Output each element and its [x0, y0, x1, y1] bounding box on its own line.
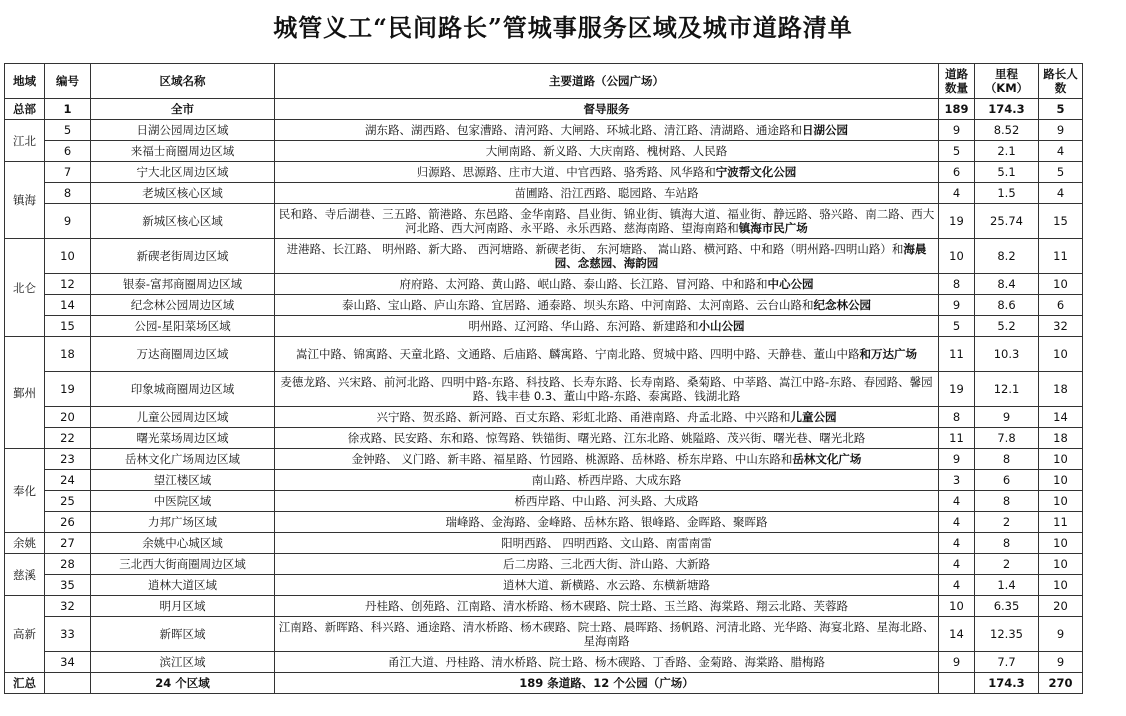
cell-area: 公园-星阳菜场区域 — [91, 316, 275, 337]
cell-area: 三北西大街商圈周边区域 — [91, 554, 275, 575]
cell-area: 明月区域 — [91, 596, 275, 617]
header-road-count: 道路数量 — [939, 64, 975, 99]
cell-leaders: 20 — [1039, 596, 1083, 617]
cell-mileage: 8.52 — [975, 120, 1039, 141]
cell-road-count: 10 — [939, 239, 975, 274]
table-row — [5, 673, 1083, 694]
cell-number: 9 — [45, 204, 91, 239]
roads-text: 湖东路、湖西路、包家漕路、清河路、大闸路、环城北路、清江路、清湖路、通途路和 — [365, 123, 802, 137]
cell-number: 24 — [45, 470, 91, 491]
cell-leaders: 4 — [1039, 141, 1083, 162]
cell-number: 18 — [45, 337, 91, 372]
roads-text: 明州路、辽河路、华山路、东河路、新建路和 — [468, 319, 699, 333]
cell-roads — [275, 204, 939, 239]
cell-leaders: 10 — [1039, 470, 1083, 491]
cell-area: 纪念林公园周边区域 — [91, 295, 275, 316]
cell-mileage: 25.74 — [975, 204, 1039, 239]
cell-district: 高新 — [5, 596, 45, 673]
cell-roads — [275, 470, 939, 491]
cell-district: 北仑 — [5, 239, 45, 337]
cell-area: 中医院区域 — [91, 491, 275, 512]
cell-roads — [275, 372, 939, 407]
cell-leaders: 4 — [1039, 183, 1083, 204]
cell-roads — [275, 652, 939, 673]
cell-road-count: 4 — [939, 183, 975, 204]
cell-roads — [275, 99, 939, 120]
cell-mileage: 174.3 — [975, 99, 1039, 120]
table-row — [5, 575, 1083, 596]
cell-leaders: 10 — [1039, 554, 1083, 575]
cell-district: 总部 — [5, 99, 45, 120]
cell-roads — [275, 491, 939, 512]
cell-road-count: 3 — [939, 470, 975, 491]
header-area: 区域名称 — [91, 64, 275, 99]
cell-area: 全市 — [91, 99, 275, 120]
cell-number: 20 — [45, 407, 91, 428]
cell-leaders: 32 — [1039, 316, 1083, 337]
cell-road-count: 6 — [939, 162, 975, 183]
cell-area: 新碶老街周边区域 — [91, 239, 275, 274]
cell-road-count: 4 — [939, 575, 975, 596]
roads-text: 桥西岸路、中山路、河头路、大成路 — [514, 494, 699, 508]
cell-area: 24 个区域 — [91, 673, 275, 694]
park-name: 日湖公园 — [802, 123, 848, 137]
cell-number: 19 — [45, 372, 91, 407]
table-header-row — [5, 64, 1083, 99]
cell-area: 曙光菜场周边区域 — [91, 428, 275, 449]
header-roads: 主要道路（公园广场） — [275, 64, 939, 99]
cell-mileage: 2 — [975, 512, 1039, 533]
roads-text: 大闸南路、新义路、大庆南路、槐树路、人民路 — [485, 144, 728, 158]
cell-leaders: 10 — [1039, 491, 1083, 512]
cell-roads — [275, 673, 939, 694]
cell-area: 新晖区域 — [91, 617, 275, 652]
cell-roads — [275, 120, 939, 141]
roads-text: 瑞峰路、金海路、金峰路、岳林东路、银峰路、金晖路、聚晖路 — [445, 515, 768, 529]
table-row — [5, 470, 1083, 491]
cell-area: 岳林文化广场周边区域 — [91, 449, 275, 470]
cell-roads — [275, 533, 939, 554]
cell-road-count: 9 — [939, 652, 975, 673]
header-district: 地域 — [5, 64, 45, 99]
road-list-table — [4, 63, 1083, 694]
cell-mileage: 12.1 — [975, 372, 1039, 407]
cell-district: 奉化 — [5, 449, 45, 533]
table-row — [5, 372, 1083, 407]
cell-roads — [275, 407, 939, 428]
cell-number: 8 — [45, 183, 91, 204]
table-row — [5, 407, 1083, 428]
cell-number: 23 — [45, 449, 91, 470]
cell-area: 老城区核心区域 — [91, 183, 275, 204]
cell-leaders: 15 — [1039, 204, 1083, 239]
cell-leaders: 5 — [1039, 162, 1083, 183]
park-name: 宁波帮文化公园 — [715, 165, 797, 179]
park-name: 纪念林公园 — [813, 298, 871, 312]
cell-roads — [275, 239, 939, 274]
cell-number: 12 — [45, 274, 91, 295]
cell-mileage: 6.35 — [975, 596, 1039, 617]
cell-road-count: 14 — [939, 617, 975, 652]
table-row — [5, 428, 1083, 449]
cell-road-count: 8 — [939, 407, 975, 428]
cell-leaders: 10 — [1039, 449, 1083, 470]
cell-area: 日湖公园周边区域 — [91, 120, 275, 141]
table-row — [5, 162, 1083, 183]
park-name: 岳林文化广场 — [792, 452, 862, 466]
cell-area: 滨江区域 — [91, 652, 275, 673]
cell-area: 万达商圈周边区域 — [91, 337, 275, 372]
cell-roads — [275, 162, 939, 183]
table-row — [5, 274, 1083, 295]
cell-area: 来福士商圈周边区域 — [91, 141, 275, 162]
roads-text: 徐戎路、民安路、东和路、惊驾路、铁锚街、曙光路、江东北路、姚隘路、茂兴街、曙光巷、曙光北路 — [347, 431, 866, 445]
cell-mileage: 7.8 — [975, 428, 1039, 449]
cell-road-count: 8 — [939, 274, 975, 295]
cell-road-count: 4 — [939, 554, 975, 575]
roads-text: 归源路、思源路、庄市大道、中官西路、骆秀路、风华路和 — [416, 165, 716, 179]
cell-road-count: 19 — [939, 372, 975, 407]
cell-roads — [275, 295, 939, 316]
table-row — [5, 141, 1083, 162]
park-name: 小山公园 — [698, 319, 745, 333]
table-row — [5, 120, 1083, 141]
cell-area: 印象城商圈周边区域 — [91, 372, 275, 407]
roads-text: 阳明西路、 四明西路、文山路、南雷南雷 — [501, 536, 712, 550]
cell-mileage: 6 — [975, 470, 1039, 491]
cell-leaders: 5 — [1039, 99, 1083, 120]
roads-text: 甬江大道、丹桂路、清水桥路、院士路、杨木碶路、丁香路、金菊路、海棠路、腊梅路 — [388, 655, 825, 669]
cell-roads — [275, 337, 939, 372]
cell-area: 望江楼区域 — [91, 470, 275, 491]
cell-number: 14 — [45, 295, 91, 316]
roads-text: 逍林大道、新横路、水云路、东横新塘路 — [503, 578, 710, 592]
cell-mileage: 1.4 — [975, 575, 1039, 596]
cell-number: 22 — [45, 428, 91, 449]
cell-leaders: 11 — [1039, 512, 1083, 533]
cell-road-count: 11 — [939, 337, 975, 372]
park-name: 镇海市民广场 — [738, 221, 808, 235]
cell-leaders: 14 — [1039, 407, 1083, 428]
cell-number: 7 — [45, 162, 91, 183]
cell-number: 26 — [45, 512, 91, 533]
cell-area: 新城区核心区域 — [91, 204, 275, 239]
cell-roads — [275, 141, 939, 162]
cell-number: 25 — [45, 491, 91, 512]
cell-district: 汇总 — [5, 673, 45, 694]
cell-road-count: 5 — [939, 316, 975, 337]
cell-road-count: 10 — [939, 596, 975, 617]
cell-area: 力邦广场区域 — [91, 512, 275, 533]
cell-road-count: 4 — [939, 491, 975, 512]
cell-road-count: 19 — [939, 204, 975, 239]
cell-number: 15 — [45, 316, 91, 337]
table-row — [5, 183, 1083, 204]
cell-road-count: 4 — [939, 512, 975, 533]
cell-leaders: 11 — [1039, 239, 1083, 274]
table-row — [5, 596, 1083, 617]
roads-text: 金钟路、 义门路、新丰路、福星路、竹园路、桃源路、岳林路、桥东岸路、中山东路和 — [351, 452, 793, 466]
header-number: 编号 — [45, 64, 91, 99]
cell-road-count: 189 — [939, 99, 975, 120]
roads-text: 进港路、长江路、 明州路、新大路、 西河塘路、新碶老街、 东河塘路、 嵩山路、横河路、中和路（明州路-四明山路）和 — [286, 242, 904, 256]
roads-text: 嵩江中路、锦寓路、天童北路、文通路、后庙路、麟寓路、宁南北路、贸城中路、四明中路、天静巷、董山中路 — [296, 347, 860, 361]
roads-text: 江南路、新晖路、科兴路、通途路、清水桥路、杨木碶路、院士路、晨晖路、扬帆路、河清北路、光华路、海宴北路、星海北路、星海南路 — [278, 620, 935, 648]
roads-text: 麦德龙路、兴宋路、前河北路、四明中路-东路、科技路、长寿东路、长寿南路、桑菊路、中莘路、嵩江中路-东路、春园路、馨园路、钱丰巷 0.3、董山中路-东路、泰寓路、钱湖北路 — [280, 375, 933, 403]
cell-leaders: 6 — [1039, 295, 1083, 316]
table-row — [5, 204, 1083, 239]
cell-roads — [275, 596, 939, 617]
cell-number: 27 — [45, 533, 91, 554]
cell-district: 鄞州 — [5, 337, 45, 449]
cell-area: 银泰-富邦商圈周边区域 — [91, 274, 275, 295]
roads-text: 府府路、太河路、黄山路、岷山路、泰山路、长江路、冒河路、中和路和 — [399, 277, 768, 291]
cell-leaders: 270 — [1039, 673, 1083, 694]
park-name: 和万达广场 — [859, 347, 917, 361]
cell-mileage: 8.2 — [975, 239, 1039, 274]
cell-mileage: 8.4 — [975, 274, 1039, 295]
roads-text: 南山路、桥西岸路、大成东路 — [531, 473, 682, 487]
cell-mileage: 8 — [975, 533, 1039, 554]
cell-mileage: 8 — [975, 449, 1039, 470]
cell-number: 1 — [45, 99, 91, 120]
cell-area: 宁大北区周边区域 — [91, 162, 275, 183]
cell-number: 33 — [45, 617, 91, 652]
cell-leaders: 9 — [1039, 617, 1083, 652]
cell-leaders: 9 — [1039, 652, 1083, 673]
table-row — [5, 617, 1083, 652]
cell-number: 32 — [45, 596, 91, 617]
cell-number: 5 — [45, 120, 91, 141]
cell-district: 江北 — [5, 120, 45, 162]
roads-text: 督导服务 — [583, 102, 630, 116]
cell-roads — [275, 316, 939, 337]
park-name: 中心公园 — [767, 277, 814, 291]
cell-mileage: 5.2 — [975, 316, 1039, 337]
cell-mileage: 2 — [975, 554, 1039, 575]
cell-road-count — [939, 673, 975, 694]
cell-road-count: 9 — [939, 120, 975, 141]
cell-leaders: 10 — [1039, 533, 1083, 554]
roads-text: 苗圃路、沿江西路、聪园路、车站路 — [514, 186, 699, 200]
page-title: 城管义工“民间路长”管城事服务区域及城市道路清单 — [273, 13, 853, 42]
header-mileage: 里程（KM） — [975, 64, 1039, 99]
cell-mileage: 1.5 — [975, 183, 1039, 204]
cell-number: 28 — [45, 554, 91, 575]
table-row — [5, 512, 1083, 533]
cell-leaders: 10 — [1039, 274, 1083, 295]
header-leaders: 路长人数 — [1039, 64, 1083, 99]
cell-roads — [275, 428, 939, 449]
cell-mileage: 9 — [975, 407, 1039, 428]
park-name: 海晨园、念慈园、海韵园 — [554, 242, 927, 270]
cell-mileage: 5.1 — [975, 162, 1039, 183]
cell-area: 余姚中心城区域 — [91, 533, 275, 554]
cell-number — [45, 673, 91, 694]
roads-text: 泰山路、宝山路、庐山东路、宜居路、通泰路、坝头东路、中河南路、太河南路、云台山路和 — [342, 298, 814, 312]
cell-roads — [275, 617, 939, 652]
cell-mileage: 10.3 — [975, 337, 1039, 372]
cell-leaders: 9 — [1039, 120, 1083, 141]
table-row — [5, 295, 1083, 316]
roads-text: 丹桂路、创苑路、江南路、清水桥路、杨木碶路、院士路、玉兰路、海棠路、翔云北路、芙蓉路 — [365, 599, 848, 613]
cell-leaders: 18 — [1039, 372, 1083, 407]
table-row — [5, 554, 1083, 575]
cell-district: 镇海 — [5, 162, 45, 239]
cell-number: 10 — [45, 239, 91, 274]
table-row — [5, 491, 1083, 512]
cell-area: 儿童公园周边区域 — [91, 407, 275, 428]
cell-number: 6 — [45, 141, 91, 162]
cell-roads — [275, 449, 939, 470]
table-row — [5, 533, 1083, 554]
roads-text: 兴宁路、贺丞路、新河路、百丈东路、彩虹北路、甬港南路、舟孟北路、中兴路和 — [376, 410, 791, 424]
cell-road-count: 11 — [939, 428, 975, 449]
table-row — [5, 99, 1083, 120]
cell-road-count: 5 — [939, 141, 975, 162]
cell-roads — [275, 183, 939, 204]
park-name: 儿童公园 — [790, 410, 837, 424]
cell-leaders: 10 — [1039, 337, 1083, 372]
cell-district: 慈溪 — [5, 554, 45, 596]
cell-mileage: 8 — [975, 491, 1039, 512]
cell-mileage: 8.6 — [975, 295, 1039, 316]
cell-number: 35 — [45, 575, 91, 596]
cell-roads — [275, 575, 939, 596]
table-row — [5, 239, 1083, 274]
cell-leaders: 10 — [1039, 575, 1083, 596]
cell-roads — [275, 512, 939, 533]
cell-road-count: 9 — [939, 449, 975, 470]
cell-mileage: 7.7 — [975, 652, 1039, 673]
table-row — [5, 316, 1083, 337]
cell-mileage: 174.3 — [975, 673, 1039, 694]
cell-road-count: 4 — [939, 533, 975, 554]
cell-road-count: 9 — [939, 295, 975, 316]
roads-text: 189 条道路、12 个公园（广场） — [519, 676, 694, 690]
table-row — [5, 652, 1083, 673]
table-row — [5, 449, 1083, 470]
roads-text: 民和路、寺后湖巷、三五路、箭港路、东邑路、金华南路、昌业街、锦业街、镇海大道、福业街、静远路、骆兴路、南二路、西大河北路、西大河南路、永平路、永乐西路、慈海南路、望海南路和 — [278, 207, 935, 235]
roads-text: 后二房路、三北西大街、浒山路、大新路 — [503, 557, 710, 571]
cell-district: 余姚 — [5, 533, 45, 554]
cell-mileage: 12.35 — [975, 617, 1039, 652]
cell-mileage: 2.1 — [975, 141, 1039, 162]
table-row — [5, 337, 1083, 372]
cell-roads — [275, 554, 939, 575]
cell-leaders: 18 — [1039, 428, 1083, 449]
cell-number: 34 — [45, 652, 91, 673]
cell-roads — [275, 274, 939, 295]
cell-area: 逍林大道区域 — [91, 575, 275, 596]
